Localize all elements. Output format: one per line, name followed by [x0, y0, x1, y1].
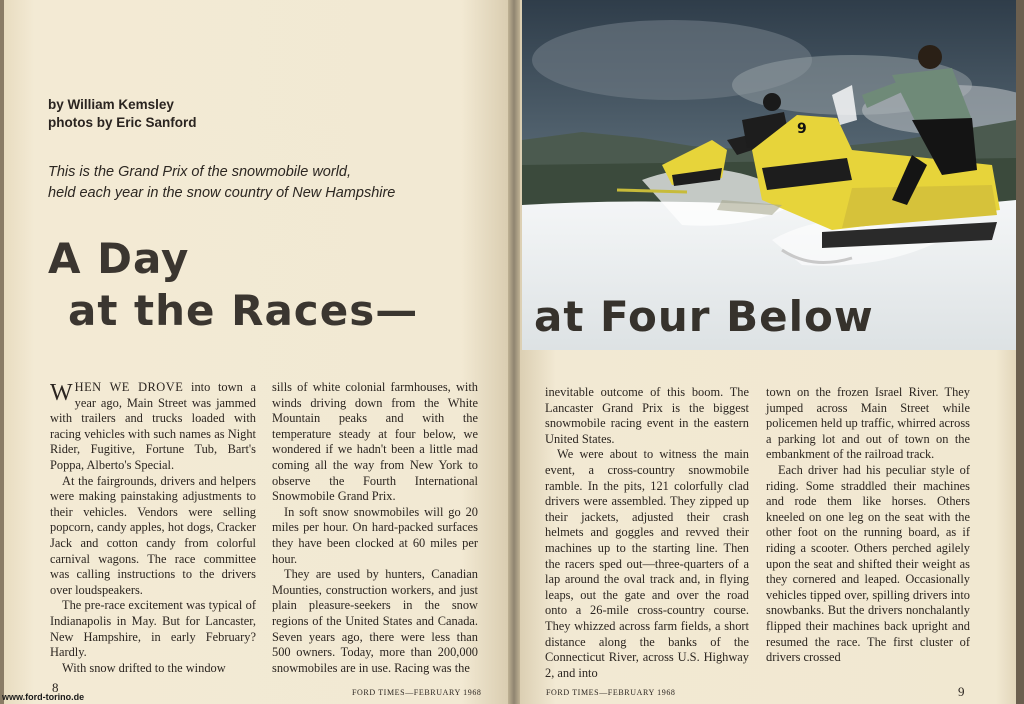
deck-line-2: held each year in the snow country of New Hampshire — [48, 185, 396, 201]
paragraph-3: The pre-race excitement was typical of Indianapolis in May. But for Lancaster, New Hampshire, in early February? Hardly. — [50, 598, 256, 660]
article-deck — [48, 162, 395, 204]
paragraph-4-cont: sills of white colonial farmhouses, with winds driving down from the White Mountain peaks and with the temperature steady at four below, we wondered if we hadn't been a little mad coming all the way from New York to observe the Fourth International Snowmobile Grand Prix. — [272, 380, 478, 504]
headline-line-2: at the Races— — [68, 286, 419, 335]
author-byline: by William Kemsley — [48, 97, 174, 112]
headline-line-1: A Day — [48, 234, 190, 283]
paragraph-8: Each driver had his peculiar style of riding. Some straddled their machines and rode them like horses. Others kneeled on one leg on the seat with the other foot on the running board, as if riding a scooter. Others perched agilely upon the seat and shifted their weight as they cornered and leaped. Occasionally vehicles tipped over, spilling drivers into snowbanks. But the drivers nonchalantly flipped their machines back upright and resumed the race. The first cluster of drivers crossed — [766, 462, 970, 665]
footer-left: FORD TIMES—FEBRUARY 1968 — [352, 688, 482, 697]
paragraph-6: They are used by hunters, Canadian Mounties, construction workers, and just plain pleasure-seekers in the snow regions of the United States and Canada. Seven years ago, there were less than 500 owners. Today, more than 200,000 snowmobiles are in use. Racing was the — [272, 567, 478, 675]
byline-block — [48, 96, 197, 132]
page-number-right: 9 — [958, 684, 965, 699]
drop-cap: W — [50, 380, 73, 406]
paragraph-1 — [50, 380, 256, 474]
lead-in: HEN WE DROVE — [74, 380, 184, 394]
paragraph-1-text: into town a year ago, Main Street was jammed with trailers and trucks loaded with racing vehicles with such names as Night Rider, Fugitive, Fortune Tub, Bart's Poppa, Alberto's Special. — [50, 380, 256, 472]
column-1 — [50, 380, 256, 676]
paragraph-2: At the fairgrounds, drivers and helpers were making painstaking adjustments to their vehicles. Vendors were selling popcorn, candy apples, hot dogs, Cracker Jack and cotton candy from colorful carnival wagons. The race committee was calling instructions to the drivers over loudspeakers. — [50, 473, 256, 597]
page-gutter — [508, 0, 520, 704]
binding-edge-right — [1016, 0, 1024, 704]
site-watermark: www.ford-torino.de — [2, 692, 85, 702]
photo-credit: photos by Eric Sanford — [48, 115, 197, 130]
paragraph-6-cont: inevitable outcome of this boom. The Lancaster Grand Prix is the biggest snowmobile racing event in the eastern United States. — [545, 385, 749, 446]
column-4 — [766, 385, 970, 666]
paragraph-4-start: With snow drifted to the window — [62, 660, 226, 675]
headline-line-3: at Four Below — [534, 292, 874, 341]
paragraph-7: We were about to witness the main event, a cross-country snowmobile ramble. In the pits, 121 colorfully clad drivers were assembled. They zipped up their jackets, adjusted their crash helmets and goggles and revved their machines up to the starting line. Then the racers sped out—three-quarters of a lap around the oval track and, in flying leaps, out the gate and over the road onto a 26-mile cross-country course. They whizzed across farm fields, a short distance along the banks of the Connecticut River, across U.S. Highway 2, and into — [545, 447, 749, 680]
column-2 — [272, 380, 478, 676]
sled-number: 9 — [797, 121, 807, 137]
paragraph-5: In soft snow snowmobiles will go 20 miles per hour. On hard-packed surfaces they have been clocked at 60 miles per hour. — [272, 504, 478, 566]
paragraph-7-cont: town on the frozen Israel River. They jumped across Main Street while policemen held up traffic, whirred across a parking lot and out of town on the embankment of the railroad track. — [766, 385, 970, 462]
footer-right: FORD TIMES—FEBRUARY 1968 — [546, 688, 676, 697]
page-number-left: 8 — [52, 680, 59, 695]
column-3 — [545, 385, 749, 681]
deck-line-1: This is the Grand Prix of the snowmobile world, — [48, 164, 352, 180]
